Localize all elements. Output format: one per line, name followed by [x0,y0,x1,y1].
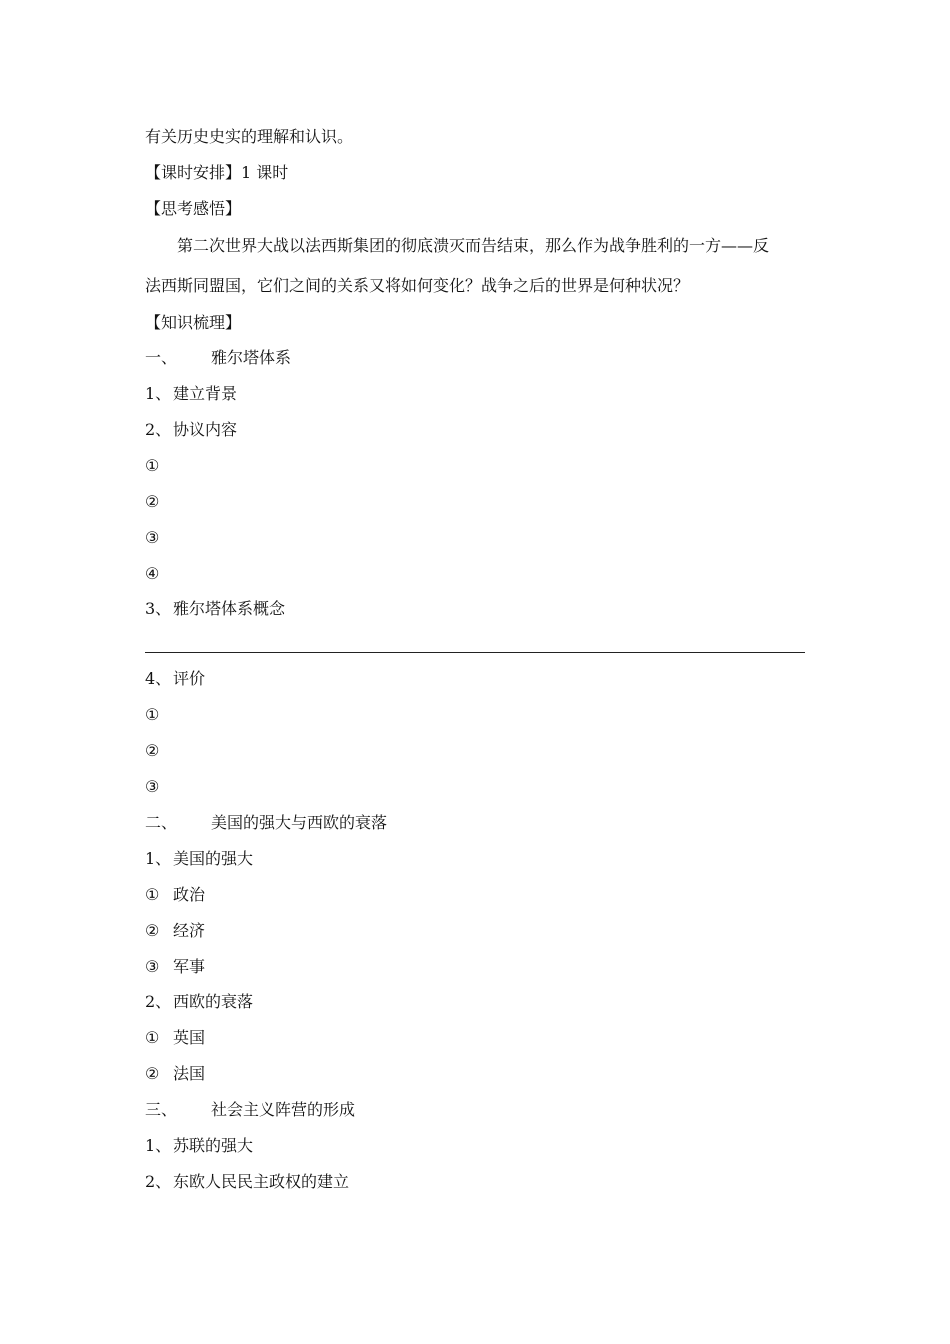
subitem-number: ① [145,1028,160,1047]
reflection-paragraph-line2: 法西斯同盟国，它们之间的关系又将如何变化？战争之后的世界是何种状况？ [145,276,690,295]
reflection-paragraph-line1: 第二次世界大战以法西斯集团的彻底溃灭而告结束，那么作为战争胜利的一方——反 [177,236,770,255]
agreement-subitem-3: ③ [145,528,160,547]
section3-item1 [145,1136,253,1156]
evaluation-subitem-2: ② [145,741,160,760]
reflection-label: 【思考感悟】 [145,199,242,218]
us-subitem-economy [145,921,205,941]
item-number: 4、 [145,669,172,688]
subitem-text: 法国 [173,1064,206,1083]
item-text: 评价 [173,669,206,688]
section2-item1 [145,849,253,869]
item-number: 3、 [145,599,172,618]
subitem-number: ③ [145,957,160,976]
intro-tail: 有关历史史实的理解和认识。 [145,127,354,146]
subitem-text: 军事 [173,957,206,976]
item-number: 1、 [145,1136,172,1155]
schedule-line [145,163,288,183]
agreement-subitem-4: ④ [145,564,160,583]
agreement-subitem-1: ① [145,456,160,475]
section2-marker: 二、 [145,813,178,832]
us-subitem-politics [145,885,205,905]
answer-blank-line [145,652,805,653]
section2-title: 美国的强大与西欧的衰落 [211,813,388,832]
item-text: 东欧人民民主政权的建立 [173,1172,350,1191]
section1-marker: 一、 [145,348,178,367]
subitem-number: ② [145,1064,160,1083]
item-number: 1、 [145,384,172,403]
section1-title: 雅尔塔体系 [211,348,292,367]
schedule-value: 1 课时 [241,163,289,182]
eu-subitem-france [145,1064,205,1084]
subitem-text: 经济 [173,921,206,940]
eu-subitem-britain [145,1028,205,1048]
item-text: 雅尔塔体系概念 [173,599,286,618]
section1-heading [145,348,291,368]
item-text: 协议内容 [173,420,238,439]
item-number: 2、 [145,992,172,1011]
evaluation-subitem-1: ① [145,705,160,724]
schedule-label: 【课时安排】 [145,163,242,182]
subitem-text: 英国 [173,1028,206,1047]
subitem-number: ① [145,885,160,904]
section2-item2 [145,992,253,1012]
item-text: 建立背景 [173,384,238,403]
item-text: 西欧的衰落 [173,992,254,1011]
item-text: 苏联的强大 [173,1136,254,1155]
section2-heading [145,813,387,833]
knowledge-label: 【知识梳理】 [145,313,242,332]
subitem-number: ② [145,921,160,940]
item-text: 美国的强大 [173,849,254,868]
us-subitem-military [145,957,205,977]
item-number: 1、 [145,849,172,868]
section3-heading [145,1100,355,1120]
section3-item2 [145,1172,349,1192]
section1-item4 [145,669,205,689]
evaluation-subitem-3: ③ [145,777,160,796]
agreement-subitem-2: ② [145,492,160,511]
subitem-text: 政治 [173,885,206,904]
section3-title: 社会主义阵营的形成 [211,1100,356,1119]
section1-item1 [145,384,237,404]
item-number: 2、 [145,1172,172,1191]
section3-marker: 三、 [145,1100,178,1119]
section1-item3 [145,599,285,619]
item-number: 2、 [145,420,172,439]
section1-item2 [145,420,237,440]
